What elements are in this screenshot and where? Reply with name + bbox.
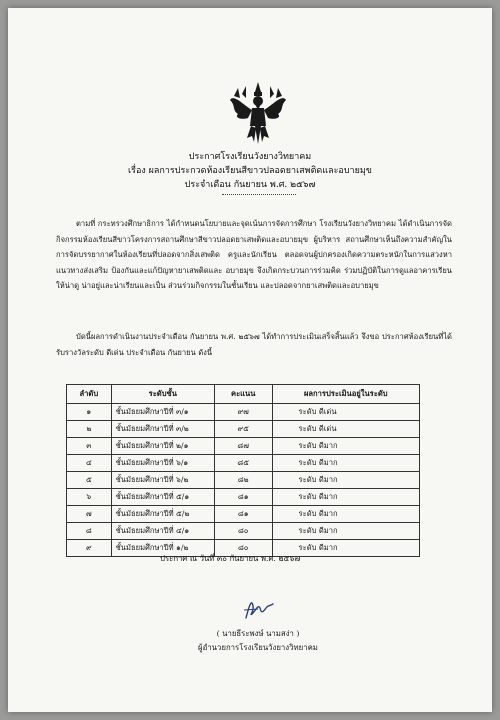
- cell-class-level: ชั้นมัธยมศึกษาปีที่ ๑/๒: [111, 540, 214, 557]
- cell-class-level: ชั้นมัธยมศึกษาปีที่ ๕/๑: [111, 489, 214, 506]
- cell-order: ๑: [67, 404, 112, 421]
- cell-order: ๕: [67, 472, 112, 489]
- signer-position: ผู้อำนวยการโรงเรียนวังยางวิทยาคม: [198, 643, 318, 652]
- cell-score: ๘๐: [214, 523, 272, 540]
- cell-class-level: ชั้นมัธยมศึกษาปีที่ ๖/๒: [111, 472, 214, 489]
- table-row: [67, 421, 420, 438]
- cell-order: ๗: [67, 506, 112, 523]
- cell-class-level: ชั้นมัธยมศึกษาปีที่ ๓/๒: [111, 421, 214, 438]
- doc-header-month: ประจำเดือน กันยายน พ.ศ. ๒๕๖๗: [184, 180, 316, 190]
- body-paragraph-intro: ตามที่ กระทรวงศึกษาธิการ ได้กำหนดนโยบายและจุดเน้นการจัดการศึกษา โรงเรียนวังยางวิทยาคม ได้ดำเนินการจัดกิจกรรมห้องเรียนสีขาวโครงการสถานศึกษาสีขาวปลอดยาเสพติดและอบายมุข ผู้บริหาร สถานศึกษาเห็นถึงความสำคัญในการจัดบรรยากาศในห้องเรียนที่ปลอดจากสิ่งเสพติด ครูและนักเรียน ตลอดจนผู้ปกครองเกิดความตระหนักในการแสวงหาแนวทางส่งเสริม ป้องกันและแก้ปัญหายาเสพติดและ อบายมุข จึงเกิดกระบวนการร่วมคิด ร่วมปฏิบัติในการดูแลอาคารเรียนให้น่าดู น่าอยู่และน่าเรียนและเป็น ส่วนร่วมกิจกรรมในชั้นเรียน และปลอดจากยาเสพติดและอบายมุข: [56, 219, 452, 290]
- cell-result: ระดับ ดีเด่น: [272, 421, 419, 438]
- cell-order: ๔: [67, 455, 112, 472]
- table-row: [67, 438, 420, 455]
- cell-score: ๙๗: [214, 404, 272, 421]
- cell-score: ๘๗: [214, 438, 272, 455]
- cell-result: ระดับ ดีมาก: [272, 489, 419, 506]
- cell-score: ๘๑: [214, 489, 272, 506]
- signature-icon: [240, 596, 276, 622]
- cell-order: ๓: [67, 438, 112, 455]
- announcement-date: ประกาศ ณ วันที่ ๓๐ กันยายน พ.ศ. ๒๕๖๗: [160, 554, 301, 563]
- cell-result: ระดับ ดีมาก: [272, 472, 419, 489]
- document-page: [8, 8, 492, 712]
- results-table: [66, 384, 420, 557]
- cell-score: ๙๕: [214, 421, 272, 438]
- table-row: [67, 455, 420, 472]
- cell-order: ๒: [67, 421, 112, 438]
- table-row: [67, 523, 420, 540]
- garuda-emblem-icon: [228, 80, 288, 146]
- cell-result: ระดับ ดีเด่น: [272, 404, 419, 421]
- cell-class-level: ชั้นมัธยมศึกษาปีที่ ๔/๑: [111, 523, 214, 540]
- cell-score: ๘๕: [214, 455, 272, 472]
- cell-order: ๙: [67, 540, 112, 557]
- cell-score: ๘๒: [214, 472, 272, 489]
- table-row: [67, 472, 420, 489]
- cell-order: ๖: [67, 489, 112, 506]
- doc-header-subject: เรื่อง ผลการประกวดห้องเรียนสีขาวปลอดยาเสพติดและอบายมุข: [128, 166, 372, 176]
- col-order: ลำดับ: [67, 385, 112, 404]
- col-result: ผลการประเมินอยู่ในระดับ: [272, 385, 419, 404]
- cell-score: ๘๑: [214, 506, 272, 523]
- doc-header-org: ประกาศโรงเรียนวังยางวิทยาคม: [188, 152, 312, 162]
- cell-result: ระดับ ดีมาก: [272, 438, 419, 455]
- cell-class-level: ชั้นมัธยมศึกษาปีที่ ๖/๑: [111, 455, 214, 472]
- cell-result: ระดับ ดีมาก: [272, 540, 419, 557]
- body-paragraph-result: บัดนี้ผลการดำเนินงานประจำเดือน กันยายน พ.ศ. ๒๕๖๗ ได้ทำการประเมินเสร็จสิ้นแล้ว จึงขอ ประกาศห้องเรียนที่ได้รับรางวัลระดับ ดีเด่น ประจำเดือน กันยายน ดังนี้: [56, 332, 452, 357]
- cell-result: ระดับ ดีมาก: [272, 506, 419, 523]
- col-class-level: ระดับชั้น: [111, 385, 214, 404]
- cell-result: ระดับ ดีมาก: [272, 523, 419, 540]
- table-header-row: [67, 385, 420, 404]
- cell-score: ๘๐: [214, 540, 272, 557]
- cell-result: ระดับ ดีมาก: [272, 455, 419, 472]
- table-row: [67, 404, 420, 421]
- cell-order: ๘: [67, 523, 112, 540]
- header-divider: [222, 194, 296, 195]
- col-score: คะแนน: [214, 385, 272, 404]
- table-row: [67, 506, 420, 523]
- cell-class-level: ชั้นมัธยมศึกษาปีที่ ๕/๒: [111, 506, 214, 523]
- cell-class-level: ชั้นมัธยมศึกษาปีที่ ๓/๑: [111, 404, 214, 421]
- signer-name: ( นายธีระพงษ์ นามสง่า ): [216, 629, 300, 638]
- table-row: [67, 489, 420, 506]
- cell-class-level: ชั้นมัธยมศึกษาปีที่ ๒/๑: [111, 438, 214, 455]
